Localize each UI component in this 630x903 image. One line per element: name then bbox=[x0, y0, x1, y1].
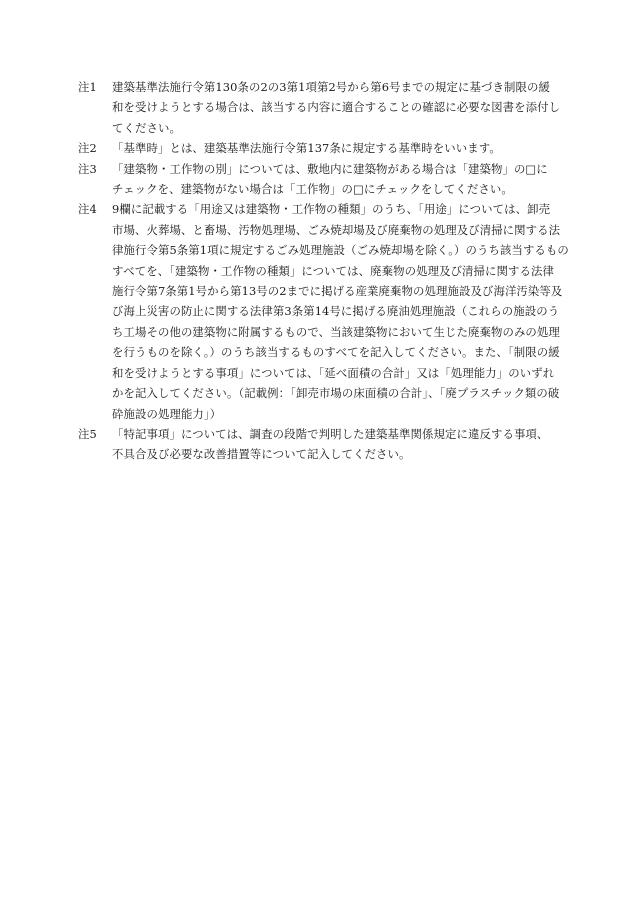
note-item bbox=[78, 159, 552, 200]
note-text-line: 「基準時」とは、建築基準法施行令第137条に規定する基準時をいいます。 bbox=[112, 141, 501, 156]
notes-section bbox=[78, 77, 569, 465]
note-text-line: び海上災害の防止に関する法律第3条第14号に掲げる廃油処理施設（これらの施設のう bbox=[112, 304, 560, 319]
note-text bbox=[112, 424, 552, 465]
note-text-line: 和を受けようとする場合は、該当する内容に適合することの確認に必要な図書を添付し bbox=[112, 100, 561, 115]
note-text-line: 「特記事項」については、調査の段階で判明した建築基準関係規定に違反する事項、 bbox=[112, 426, 549, 441]
note-text-line: 不具合及び必要な改善措置等について記入してください。 bbox=[112, 447, 411, 462]
note-text-line: てください。 bbox=[112, 120, 181, 135]
note-text-line: を行うものを除く。）のうち該当するものすべてを記入してください。また、「制限の緩 bbox=[112, 345, 560, 360]
note-text-line: 律施行令第5条第1項に規定するごみ処理施設（ごみ焼却場を除く。）のうち該当するもの bbox=[112, 243, 569, 258]
note-label: 注1 bbox=[78, 80, 97, 94]
note-text-line: 砕施設の処理能力」） bbox=[112, 406, 222, 421]
note-text-line: かを記入してください。（記載例：「卸売市場の床面積の合計」、「廃プラスチック類の破 bbox=[112, 386, 560, 401]
note-item bbox=[78, 77, 561, 138]
note-text-line: 9欄に記載する「用途又は建築物・工作物の種類」のうち、「用途」については、卸売 bbox=[112, 202, 551, 217]
note-label: 注2 bbox=[78, 141, 97, 156]
note-text-line: 市場、火葬場、と畜場、汚物処理場、ごみ焼却場及び廃棄物の処理及び清掃に関する法 bbox=[112, 222, 561, 237]
note-item bbox=[78, 424, 552, 465]
note-text-line: 施行令第7条第1号から第13号の2までに掲げる産業廃棄物の処理施設及び海洋汚染等及 bbox=[112, 284, 563, 299]
note-text bbox=[112, 77, 560, 138]
note-item bbox=[78, 138, 552, 158]
note-text-line: すべてを、「建築物・工作物の種類」については、廃棄物の処理及び清掃に関する法律 bbox=[112, 263, 554, 278]
note-text-line: ち工場その他の建築物に附属するもので、当該建築物において生じた廃棄物のみの処理 bbox=[112, 324, 560, 339]
note-text-line: 和を受けようとする事項」については、「延べ面積の合計」又は「処理能力」のいずれ bbox=[112, 365, 555, 380]
note-label: 注5 bbox=[78, 426, 97, 441]
note-text-line: チェックを、建築物がない場合は「工作物」の□にチェックをしてください。 bbox=[112, 182, 513, 197]
note-text-line: 建築基準法施行令第130条の2の3第1項第2号から第6号までの規定に基づき制限の緩 bbox=[112, 80, 550, 94]
note-text bbox=[112, 159, 552, 200]
note-label: 注4 bbox=[78, 202, 97, 217]
note-item bbox=[78, 199, 569, 423]
note-text-line: 「建築物・工作物の別」については、敷地内に建築物がある場合は「建築物」の□に bbox=[112, 161, 548, 176]
note-text bbox=[112, 199, 569, 423]
note-text bbox=[112, 138, 552, 158]
note-label: 注3 bbox=[78, 161, 97, 176]
